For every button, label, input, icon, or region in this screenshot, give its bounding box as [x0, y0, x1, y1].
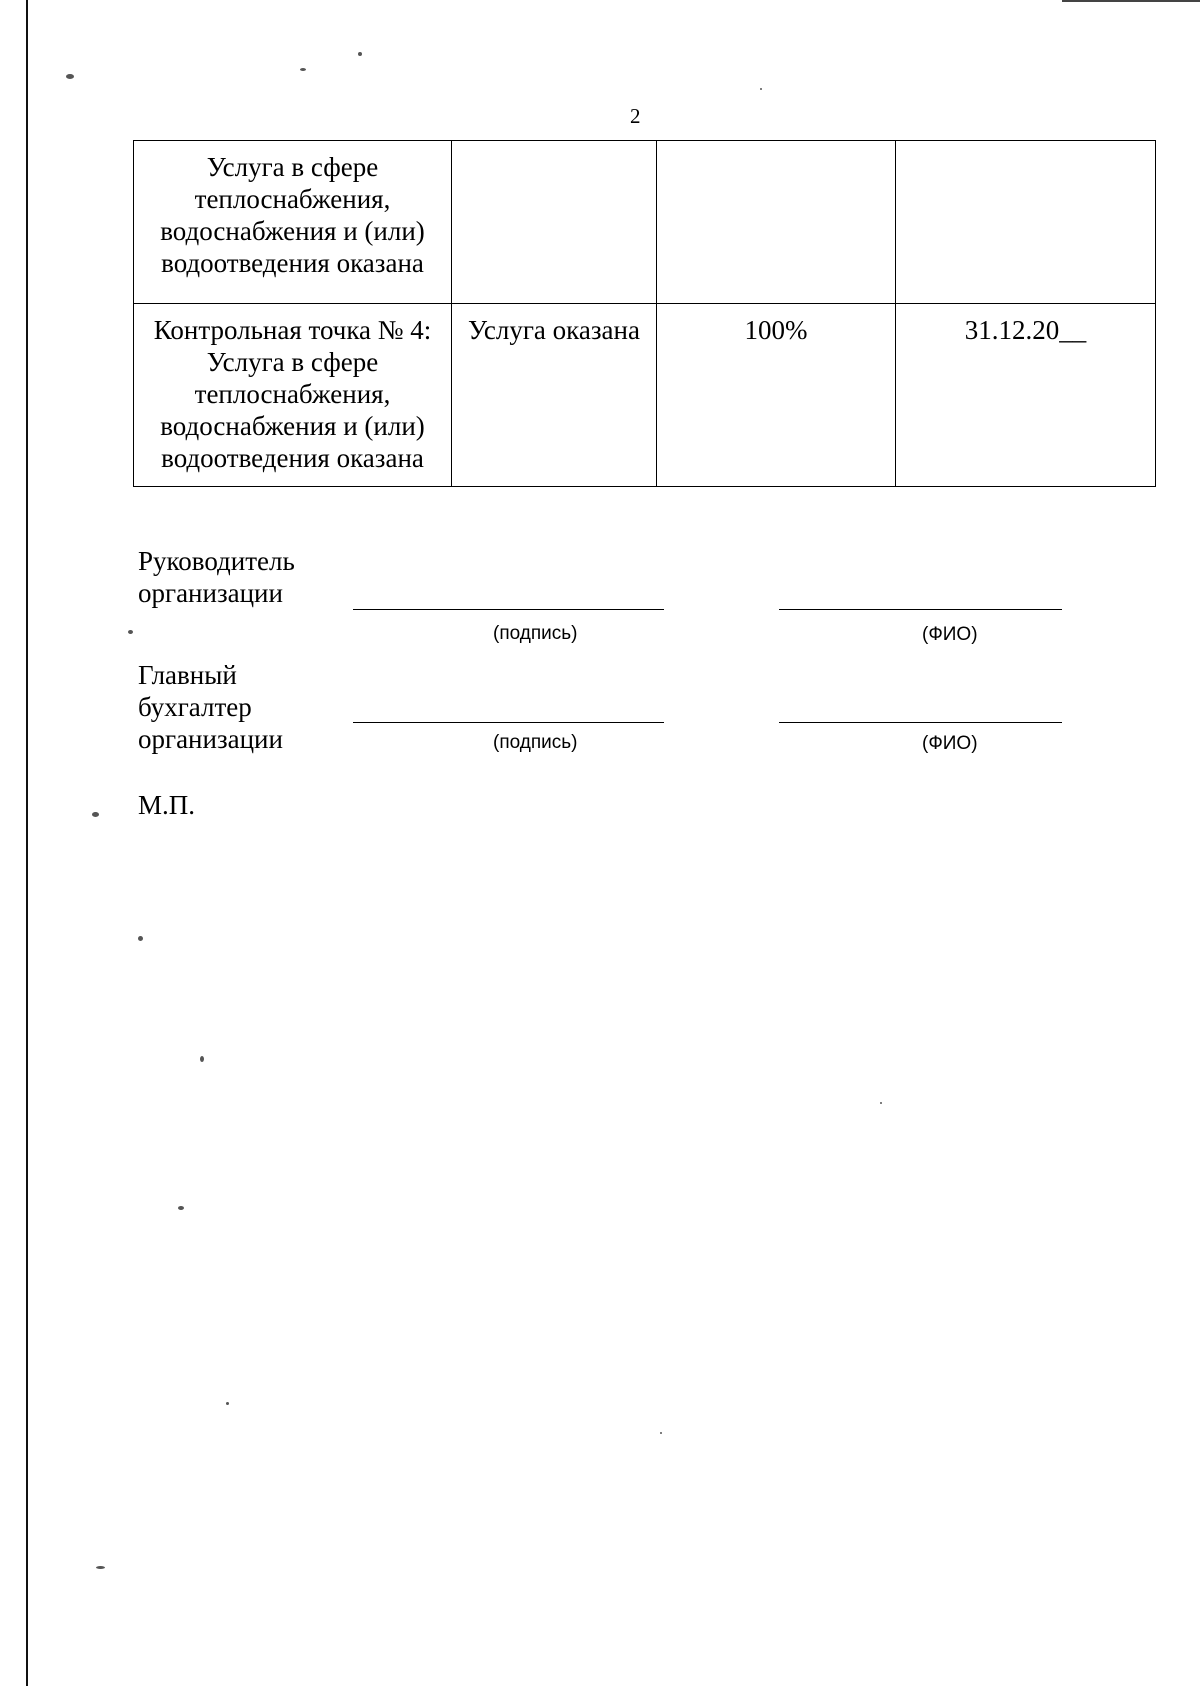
result-cell: Услуга оказана — [452, 304, 657, 487]
head-signature-line — [353, 609, 664, 610]
page-number: 2 — [630, 104, 641, 128]
head-name-caption: (ФИО) — [922, 624, 978, 645]
accountant-signature-caption: (подпись) — [493, 732, 578, 753]
head-of-organization-label: Руководитель организации — [138, 546, 295, 608]
accountant-signature-line — [353, 722, 664, 723]
date-cell: 31.12.20__ — [896, 304, 1156, 487]
accountant-name-caption: (ФИО) — [922, 733, 978, 754]
value-cell: 100% — [657, 304, 896, 487]
accountant-name-line — [779, 722, 1062, 723]
chief-accountant-label: Главный бухгалтер организации — [138, 660, 283, 754]
milestone-cell: Услуга в сфере теплоснабжения, водоснабжения и (или) водоотведения оказана — [134, 141, 452, 304]
head-signature-caption: (подпись) — [493, 623, 578, 644]
milestone-cell: Контрольная точка № 4: Услуга в сфере теплоснабжения, водоснабжения и (или) водоотведения оказана — [134, 304, 452, 487]
head-name-line — [779, 609, 1062, 610]
stamp-place-mark: М.П. — [138, 790, 196, 820]
